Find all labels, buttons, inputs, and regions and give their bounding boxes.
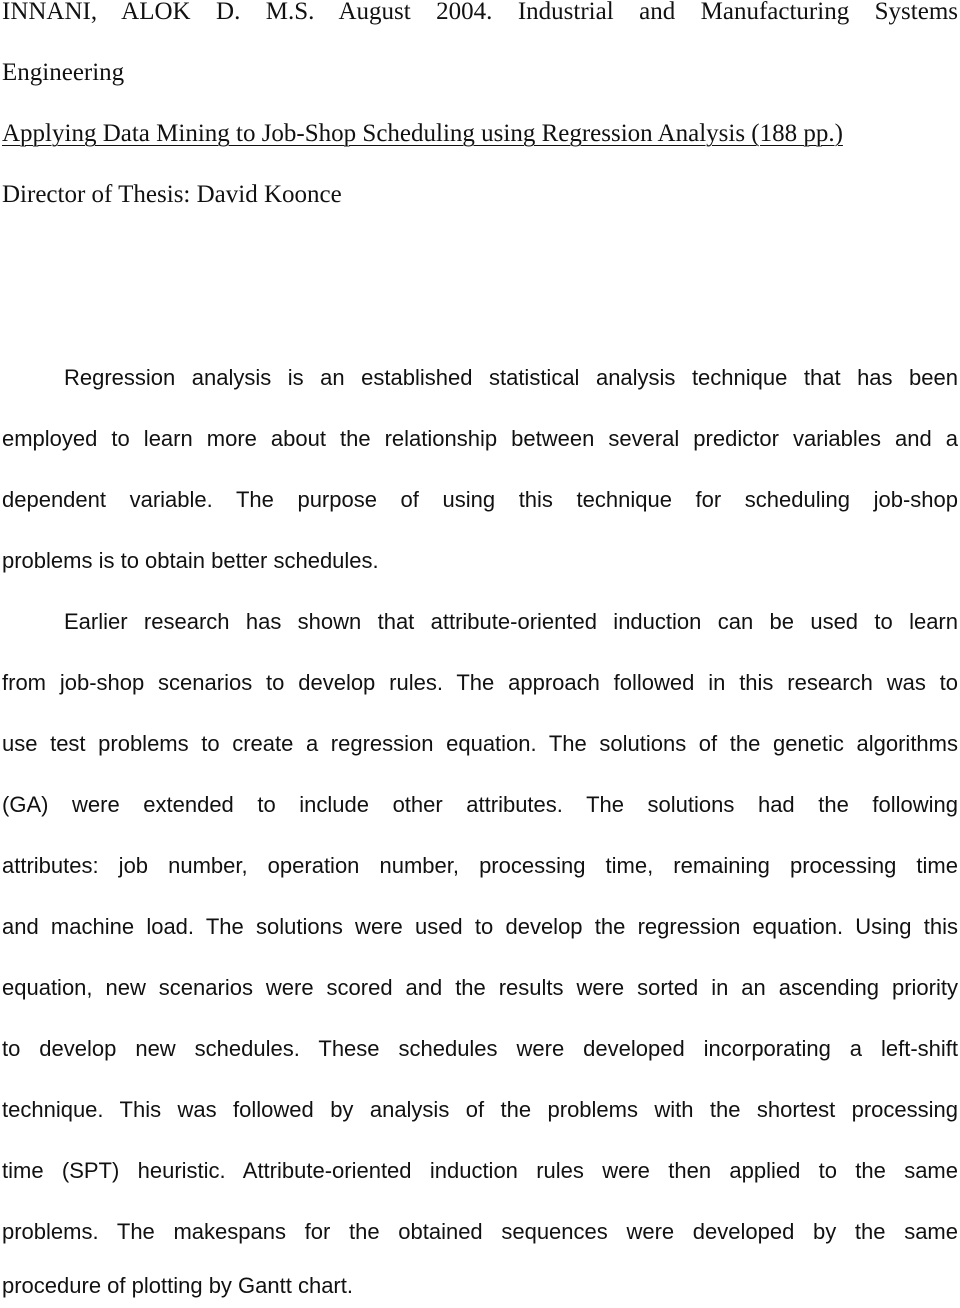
paragraph2-line-3: use test problems to create a regression equation. The solutions of the genetic algorithms [2, 731, 958, 756]
paragraph2-line-2: from job-shop scenarios to develop rules. The approach followed in this research was to [2, 670, 958, 695]
field-line: Engineering [2, 59, 125, 86]
paragraph2-line-9: technique. This was followed by analysis of the problems with the shortest processing [2, 1097, 958, 1122]
author-degree-line: INNANI, ALOK D. M.S. August 2004. Industrial and Manufacturing Systems [2, 0, 958, 25]
paragraph1-line-1: Regression analysis is an established statistical analysis technique that has been [64, 365, 958, 390]
paragraph2-line-8: to develop new schedules. These schedules were developed incorporating a left-shift [2, 1036, 958, 1061]
paragraph1-line-2: employed to learn more about the relationship between several predictor variables and a [2, 426, 958, 451]
paragraph1-line-4: problems is to obtain better schedules. [2, 548, 379, 573]
paragraph2-line-10: time (SPT) heuristic. Attribute-oriented induction rules were then applied to the same [2, 1158, 958, 1183]
paragraph2-line-1: Earlier research has shown that attribute-oriented induction can be used to learn [64, 609, 958, 634]
paragraph2-line-6: and machine load. The solutions were used to develop the regression equation. Using this [2, 914, 958, 939]
thesis-title: Applying Data Mining to Job-Shop Scheduling using Regression Analysis (188 pp.) [2, 120, 843, 147]
paragraph2-line-11: problems. The makespans for the obtained sequences were developed by the same [2, 1219, 958, 1244]
paragraph2-line-4: (GA) were extended to include other attributes. The solutions had the following [2, 792, 958, 817]
thesis-director: Director of Thesis: David Koonce [2, 181, 342, 208]
paragraph2-line-12: procedure of plotting by Gantt chart. [2, 1273, 353, 1298]
paragraph1-line-3: dependent variable. The purpose of using this technique for scheduling job-shop [2, 487, 958, 512]
paragraph2-line-5: attributes: job number, operation number, processing time, remaining processing time [2, 853, 958, 878]
paragraph2-line-7: equation, new scenarios were scored and the results were sorted in an ascending priority [2, 975, 958, 1000]
